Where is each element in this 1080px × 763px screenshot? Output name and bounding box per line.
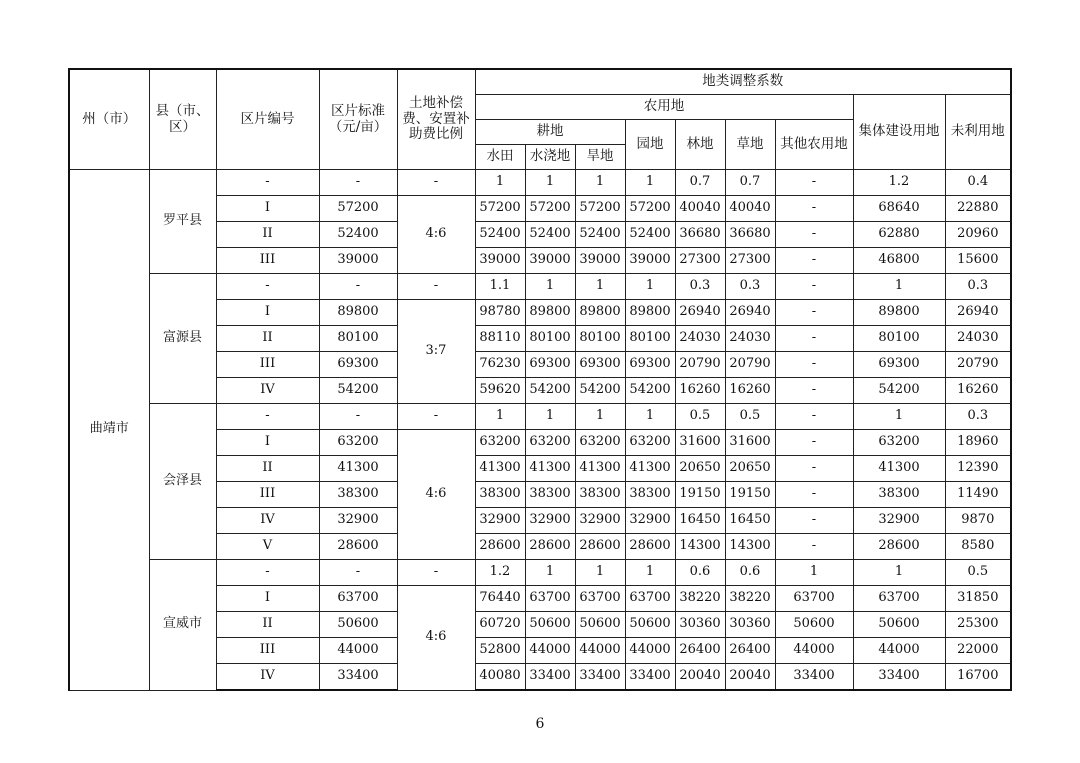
coef-value-cell: 1: [475, 404, 525, 430]
value-cell: 44000: [625, 638, 675, 664]
coef-value-cell: 0.3: [725, 274, 775, 300]
zone-cell: III: [216, 638, 319, 664]
value-cell: 28600: [475, 534, 525, 560]
value-cell: 57200: [475, 196, 525, 222]
standard-cell: 39000: [319, 248, 397, 274]
standard-cell: 28600: [319, 534, 397, 560]
coef-value-cell: 0.5: [945, 560, 1011, 586]
zone-cell: IV: [216, 508, 319, 534]
value-cell: 40080: [475, 664, 525, 691]
ratio-cell: 4:6: [397, 586, 475, 691]
value-cell: 16700: [945, 664, 1011, 691]
value-cell: 38300: [625, 482, 675, 508]
standard-cell: -: [319, 170, 397, 196]
value-cell: 60720: [475, 612, 525, 638]
value-cell: 98780: [475, 300, 525, 326]
standard-cell: 54200: [319, 378, 397, 404]
value-cell: -: [775, 482, 853, 508]
value-cell: 33400: [853, 664, 945, 691]
coef-row: [69, 404, 1011, 430]
value-cell: 44000: [575, 638, 625, 664]
coef-value-cell: 1: [575, 170, 625, 196]
value-cell: 31600: [675, 430, 725, 456]
header-other-agri: 其他农用地: [775, 120, 853, 170]
value-cell: 80100: [525, 326, 575, 352]
value-cell: 16260: [945, 378, 1011, 404]
zone-cell: IV: [216, 378, 319, 404]
prefecture-cell: 曲靖市: [69, 170, 149, 691]
county-cell: 富源县: [149, 274, 216, 404]
coef-value-cell: 1: [575, 560, 625, 586]
coef-value-cell: 1: [625, 404, 675, 430]
value-cell: 38300: [525, 482, 575, 508]
value-cell: 14300: [675, 534, 725, 560]
coef-value-cell: 1: [525, 560, 575, 586]
value-cell: 50600: [625, 612, 675, 638]
value-cell: 36680: [675, 222, 725, 248]
value-cell: 63700: [853, 586, 945, 612]
value-cell: 50600: [853, 612, 945, 638]
value-cell: 69300: [625, 352, 675, 378]
value-cell: 69300: [853, 352, 945, 378]
value-cell: 38300: [575, 482, 625, 508]
value-cell: 52400: [475, 222, 525, 248]
value-cell: 20790: [945, 352, 1011, 378]
value-cell: -: [775, 352, 853, 378]
value-cell: -: [775, 222, 853, 248]
value-cell: 50600: [525, 612, 575, 638]
coef-row: [69, 274, 1011, 300]
value-cell: 24030: [725, 326, 775, 352]
value-cell: 16260: [675, 378, 725, 404]
coef-value-cell: 1: [853, 560, 945, 586]
header-grass: 草地: [725, 120, 775, 170]
coef-value-cell: 1: [625, 560, 675, 586]
value-cell: 33400: [525, 664, 575, 691]
value-cell: 15600: [945, 248, 1011, 274]
coef-value-cell: 1.2: [475, 560, 525, 586]
zone-cell: II: [216, 326, 319, 352]
coef-value-cell: 1: [575, 274, 625, 300]
coef-value-cell: 1: [475, 170, 525, 196]
header-ratio: 土地补偿费、安置补助费比例: [397, 69, 475, 170]
value-cell: 28600: [625, 534, 675, 560]
zone-cell: III: [216, 248, 319, 274]
ratio-cell: 3:7: [397, 300, 475, 404]
value-cell: 27300: [675, 248, 725, 274]
standard-cell: 69300: [319, 352, 397, 378]
coef-value-cell: 1: [853, 274, 945, 300]
coef-value-cell: 0.5: [675, 404, 725, 430]
zone-cell: V: [216, 534, 319, 560]
value-cell: 26940: [945, 300, 1011, 326]
value-cell: 54200: [625, 378, 675, 404]
value-cell: 32900: [525, 508, 575, 534]
value-cell: 89800: [625, 300, 675, 326]
value-cell: 80100: [625, 326, 675, 352]
value-cell: 50600: [575, 612, 625, 638]
value-cell: 22000: [945, 638, 1011, 664]
value-cell: -: [775, 508, 853, 534]
value-cell: 8580: [945, 534, 1011, 560]
coef-value-cell: 0.4: [945, 170, 1011, 196]
value-cell: 41300: [625, 456, 675, 482]
standard-cell: 57200: [319, 196, 397, 222]
value-cell: 33400: [575, 664, 625, 691]
value-cell: 69300: [525, 352, 575, 378]
value-cell: 41300: [853, 456, 945, 482]
value-cell: 46800: [853, 248, 945, 274]
value-cell: -: [775, 300, 853, 326]
value-cell: 22880: [945, 196, 1011, 222]
header-zone-id: 区片编号: [216, 69, 319, 170]
value-cell: 33400: [625, 664, 675, 691]
value-cell: 57200: [625, 196, 675, 222]
value-cell: 28600: [575, 534, 625, 560]
value-cell: 31850: [945, 586, 1011, 612]
value-cell: 38220: [725, 586, 775, 612]
coef-value-cell: 1: [525, 170, 575, 196]
value-cell: 19150: [725, 482, 775, 508]
value-cell: 32900: [475, 508, 525, 534]
value-cell: 32900: [575, 508, 625, 534]
zone-cell: I: [216, 300, 319, 326]
zone-cell: -: [216, 170, 319, 196]
header-forest: 林地: [675, 120, 725, 170]
value-cell: -: [775, 430, 853, 456]
value-cell: 63700: [775, 586, 853, 612]
zone-cell: II: [216, 612, 319, 638]
value-cell: 14300: [725, 534, 775, 560]
standard-cell: 41300: [319, 456, 397, 482]
value-cell: 32900: [625, 508, 675, 534]
value-cell: 40040: [675, 196, 725, 222]
value-cell: 54200: [525, 378, 575, 404]
zone-cell: -: [216, 560, 319, 586]
coef-value-cell: 1: [853, 404, 945, 430]
value-cell: 20960: [945, 222, 1011, 248]
coef-value-cell: 0.3: [945, 274, 1011, 300]
standard-cell: 63200: [319, 430, 397, 456]
coef-value-cell: 0.7: [725, 170, 775, 196]
value-cell: 89800: [525, 300, 575, 326]
value-cell: 20650: [725, 456, 775, 482]
value-cell: 20790: [675, 352, 725, 378]
coef-value-cell: 1.2: [853, 170, 945, 196]
value-cell: 26400: [725, 638, 775, 664]
value-cell: 63200: [853, 430, 945, 456]
zone-cell: III: [216, 352, 319, 378]
value-cell: 33400: [775, 664, 853, 691]
value-cell: 52800: [475, 638, 525, 664]
coef-value-cell: -: [775, 170, 853, 196]
header-adjust-coef: 地类调整系数: [475, 69, 1011, 95]
value-cell: 52400: [575, 222, 625, 248]
coef-value-cell: 0.3: [945, 404, 1011, 430]
value-cell: 54200: [853, 378, 945, 404]
header-collective: 集体建设用地: [853, 95, 945, 170]
value-cell: 20650: [675, 456, 725, 482]
value-cell: 57200: [525, 196, 575, 222]
value-cell: -: [775, 534, 853, 560]
coef-value-cell: 1: [525, 404, 575, 430]
coef-value-cell: 0.6: [675, 560, 725, 586]
value-cell: 38220: [675, 586, 725, 612]
value-cell: -: [775, 248, 853, 274]
zone-cell: -: [216, 274, 319, 300]
coef-value-cell: -: [775, 404, 853, 430]
value-cell: 19150: [675, 482, 725, 508]
value-cell: 39000: [525, 248, 575, 274]
value-cell: 76440: [475, 586, 525, 612]
coef-value-cell: 1: [525, 274, 575, 300]
zone-cell: I: [216, 430, 319, 456]
value-cell: 9870: [945, 508, 1011, 534]
value-cell: 25300: [945, 612, 1011, 638]
value-cell: 39000: [475, 248, 525, 274]
table-body: [69, 170, 1011, 691]
value-cell: 20040: [675, 664, 725, 691]
value-cell: 68640: [853, 196, 945, 222]
coef-value-cell: 0.6: [725, 560, 775, 586]
value-cell: 63700: [625, 586, 675, 612]
value-cell: 31600: [725, 430, 775, 456]
value-cell: 69300: [575, 352, 625, 378]
value-cell: 12390: [945, 456, 1011, 482]
value-cell: 63700: [575, 586, 625, 612]
value-cell: 32900: [853, 508, 945, 534]
value-cell: 38300: [853, 482, 945, 508]
zone-cell: I: [216, 586, 319, 612]
value-cell: 54200: [575, 378, 625, 404]
value-cell: 36680: [725, 222, 775, 248]
header-garden: 园地: [625, 120, 675, 170]
value-cell: -: [775, 456, 853, 482]
value-cell: 20040: [725, 664, 775, 691]
ratio-cell: -: [397, 170, 475, 196]
header-prefecture: 州（市）: [69, 69, 149, 170]
value-cell: 38300: [475, 482, 525, 508]
value-cell: -: [775, 196, 853, 222]
value-cell: 63200: [575, 430, 625, 456]
value-cell: 24030: [675, 326, 725, 352]
ratio-cell: 4:6: [397, 430, 475, 560]
ratio-cell: -: [397, 560, 475, 586]
value-cell: 40040: [725, 196, 775, 222]
value-cell: 44000: [525, 638, 575, 664]
coef-row: [69, 560, 1011, 586]
value-cell: 63200: [625, 430, 675, 456]
ratio-cell: -: [397, 274, 475, 300]
standard-cell: 89800: [319, 300, 397, 326]
value-cell: 28600: [525, 534, 575, 560]
coef-value-cell: -: [775, 274, 853, 300]
header-irrigated: 水浇地: [525, 145, 575, 170]
standard-cell: 38300: [319, 482, 397, 508]
value-cell: -: [775, 378, 853, 404]
value-cell: 30360: [725, 612, 775, 638]
zone-cell: III: [216, 482, 319, 508]
header-zone-standard: 区片标准（元/亩）: [319, 69, 397, 170]
header-county: 县（市、区）: [149, 69, 216, 170]
header-agri-land: 农用地: [475, 95, 853, 120]
value-cell: 44000: [775, 638, 853, 664]
county-cell: 罗平县: [149, 170, 216, 274]
coef-row: [69, 170, 1011, 196]
header-dry: 旱地: [575, 145, 625, 170]
standard-cell: 44000: [319, 638, 397, 664]
header-cultivated: 耕地: [475, 120, 625, 145]
value-cell: 63700: [525, 586, 575, 612]
value-cell: 11490: [945, 482, 1011, 508]
header-unused: 未利用地: [945, 95, 1011, 170]
standard-cell: 33400: [319, 664, 397, 691]
value-cell: 41300: [575, 456, 625, 482]
value-cell: 20790: [725, 352, 775, 378]
value-cell: 26400: [675, 638, 725, 664]
value-cell: 27300: [725, 248, 775, 274]
value-cell: 52400: [625, 222, 675, 248]
coef-value-cell: 0.7: [675, 170, 725, 196]
ratio-cell: -: [397, 404, 475, 430]
value-cell: 89800: [575, 300, 625, 326]
county-cell: 会泽县: [149, 404, 216, 560]
standard-cell: 80100: [319, 326, 397, 352]
coef-value-cell: 1: [575, 404, 625, 430]
coef-value-cell: 1: [775, 560, 853, 586]
value-cell: 41300: [475, 456, 525, 482]
value-cell: 26940: [725, 300, 775, 326]
land-compensation-table: [68, 68, 1012, 691]
value-cell: 88110: [475, 326, 525, 352]
coef-value-cell: 1.1: [475, 274, 525, 300]
value-cell: 16260: [725, 378, 775, 404]
value-cell: 16450: [725, 508, 775, 534]
value-cell: 24030: [945, 326, 1011, 352]
ratio-cell: 4:6: [397, 196, 475, 274]
county-cell: 宣威市: [149, 560, 216, 691]
standard-cell: 50600: [319, 612, 397, 638]
standard-cell: -: [319, 560, 397, 586]
zone-cell: IV: [216, 664, 319, 691]
header-paddy: 水田: [475, 145, 525, 170]
value-cell: 63200: [475, 430, 525, 456]
value-cell: 39000: [575, 248, 625, 274]
value-cell: 52400: [525, 222, 575, 248]
coef-value-cell: 0.5: [725, 404, 775, 430]
value-cell: 62880: [853, 222, 945, 248]
value-cell: 63200: [525, 430, 575, 456]
coef-value-cell: 1: [625, 274, 675, 300]
table-header: [69, 69, 1011, 170]
standard-cell: -: [319, 404, 397, 430]
coef-value-cell: 1: [625, 170, 675, 196]
value-cell: 80100: [853, 326, 945, 352]
value-cell: 76230: [475, 352, 525, 378]
value-cell: 39000: [625, 248, 675, 274]
zone-cell: -: [216, 404, 319, 430]
value-cell: 30360: [675, 612, 725, 638]
standard-cell: 63700: [319, 586, 397, 612]
value-cell: 28600: [853, 534, 945, 560]
page-number: 6: [535, 716, 545, 732]
value-cell: 26940: [675, 300, 725, 326]
value-cell: 59620: [475, 378, 525, 404]
zone-cell: I: [216, 196, 319, 222]
zone-cell: II: [216, 456, 319, 482]
standard-cell: 52400: [319, 222, 397, 248]
value-cell: 16450: [675, 508, 725, 534]
value-cell: 18960: [945, 430, 1011, 456]
value-cell: -: [775, 326, 853, 352]
zone-cell: II: [216, 222, 319, 248]
standard-cell: 32900: [319, 508, 397, 534]
coef-value-cell: 0.3: [675, 274, 725, 300]
standard-cell: -: [319, 274, 397, 300]
value-cell: 89800: [853, 300, 945, 326]
value-cell: 44000: [853, 638, 945, 664]
value-cell: 41300: [525, 456, 575, 482]
value-cell: 50600: [775, 612, 853, 638]
value-cell: 80100: [575, 326, 625, 352]
value-cell: 57200: [575, 196, 625, 222]
